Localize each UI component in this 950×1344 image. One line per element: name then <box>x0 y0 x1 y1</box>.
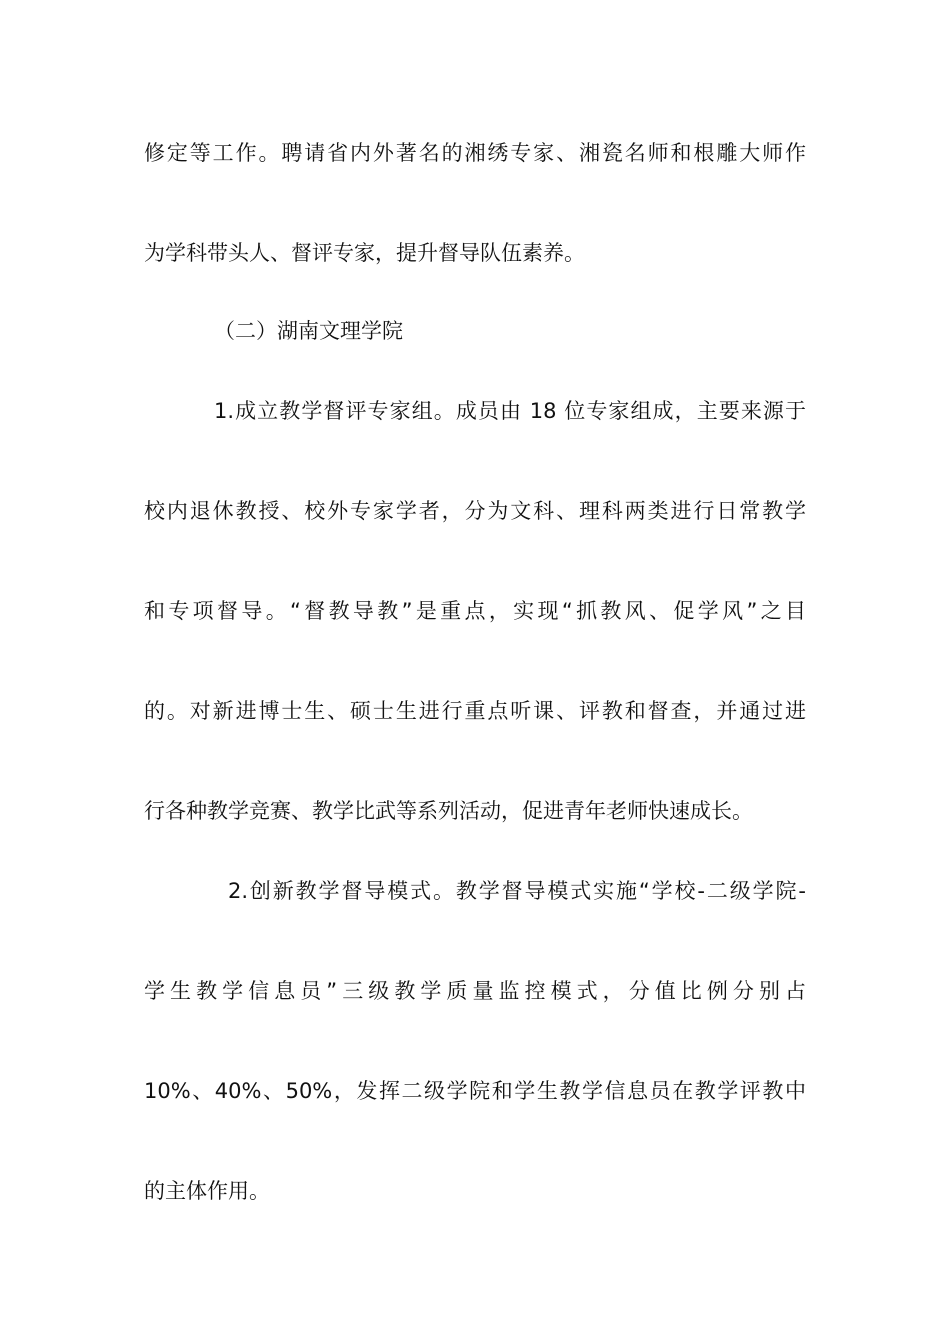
paragraph-line-6: 和专项督导。“督教导教”是重点，实现“抓教风、促学风”之目 <box>144 599 806 623</box>
paragraph-line-2: 为学科带头人、督评专家，提升督导队伍素养。 <box>144 241 585 265</box>
section-heading: （二）湖南文理学院 <box>214 319 403 343</box>
paragraph-line-12: 的主体作用。 <box>144 1179 270 1203</box>
paragraph-line-4: 1.成立教学督评专家组。成员由 18 位专家组成，主要来源于 <box>214 399 806 423</box>
paragraph-line-9: 2.创新教学督导模式。教学督导模式实施“学校-二级学院- <box>228 879 806 903</box>
paragraph-line-5: 校内退休教授、校外专家学者，分为文科、理科两类进行日常教学 <box>144 499 806 523</box>
paragraph-line-8: 行各种教学竞赛、教学比武等系列活动，促进青年老师快速成长。 <box>144 799 753 823</box>
paragraph-line-1: 修定等工作。聘请省内外著名的湘绣专家、湘瓷名师和根雕大师作 <box>144 141 806 165</box>
paragraph-line-10: 学生教学信息员”三级教学质量监控模式，分值比例分别占 <box>144 979 806 1003</box>
paragraph-line-11: 10%、40%、50%，发挥二级学院和学生教学信息员在教学评教中 <box>144 1079 806 1103</box>
paragraph-line-7: 的。对新进博士生、硕士生进行重点听课、评教和督查，并通过进 <box>144 699 806 723</box>
